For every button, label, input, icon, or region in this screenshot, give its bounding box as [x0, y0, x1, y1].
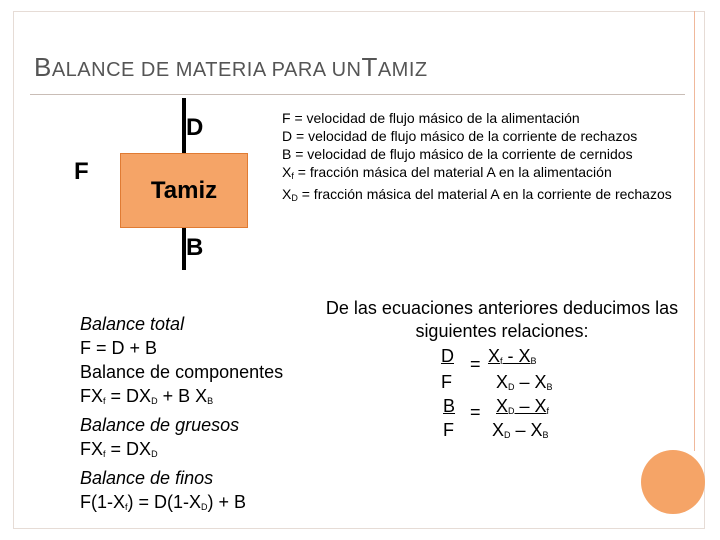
definitions-block	[282, 109, 690, 207]
def-d: D = velocidad de flujo másico de la corriente de rechazos	[282, 128, 638, 144]
r1-equals: =	[470, 354, 481, 374]
def-xd: $X_D$ = fracción másica del material A en la corriente de rechazos	[282, 186, 672, 203]
right-accent-rule	[694, 11, 695, 451]
def-b: B = velocidad de flujo másico de la corriente de cernidos	[282, 146, 633, 162]
r1-numerator-left: D	[441, 346, 454, 366]
label-d: D	[186, 114, 204, 141]
relations-intro: De las ecuaciones anteriores deducimos las siguientes relaciones:	[325, 298, 679, 341]
label-b: B	[186, 234, 204, 261]
def-f: F = velocidad de flujo másico de la alimentación	[282, 110, 580, 126]
equation-componentes: $FX_f = DX_D + B$ $X_B$	[80, 386, 214, 406]
fines-stream-line	[182, 228, 186, 270]
reject-stream-line	[182, 98, 186, 153]
decorative-circle	[641, 450, 705, 514]
balance-equations	[80, 312, 283, 519]
slide-title: BALANCE DE MATERIA PARA UNTAMIZ	[34, 52, 428, 82]
r2-numerator-right: $X_D - X_f$	[496, 396, 550, 416]
label-f: F	[74, 158, 89, 185]
heading-balance-total: Balance total	[80, 314, 185, 334]
equation-total: F = D + B	[80, 338, 158, 358]
equation-finos: $F(1-X_f) = D(1-X_D) + B$	[80, 492, 247, 512]
heading-balance-gruesos: Balance de gruesos	[80, 415, 240, 435]
r1-denominator-left: F	[441, 372, 452, 392]
def-xf: $X_f$ = fracción másica del material A en la alimentación	[282, 164, 612, 181]
r2-denominator-right: $X_D - X_B$	[492, 420, 549, 440]
r1-numerator-right: $X_f - X_B$	[488, 346, 537, 366]
r2-denominator-left: F	[443, 420, 454, 440]
r2-numerator-left: B	[443, 396, 456, 416]
r1-denominator-right: $X_D - X_B$	[496, 372, 553, 392]
r2-equals: =	[470, 402, 481, 422]
title-underline	[30, 94, 685, 95]
heading-balance-finos: Balance de finos	[80, 468, 214, 488]
heading-balance-componentes: Balance de componentes	[80, 362, 284, 382]
tamiz-box: Tamiz	[120, 153, 248, 228]
equation-gruesos: $FX_f = DX_D$	[80, 439, 158, 459]
